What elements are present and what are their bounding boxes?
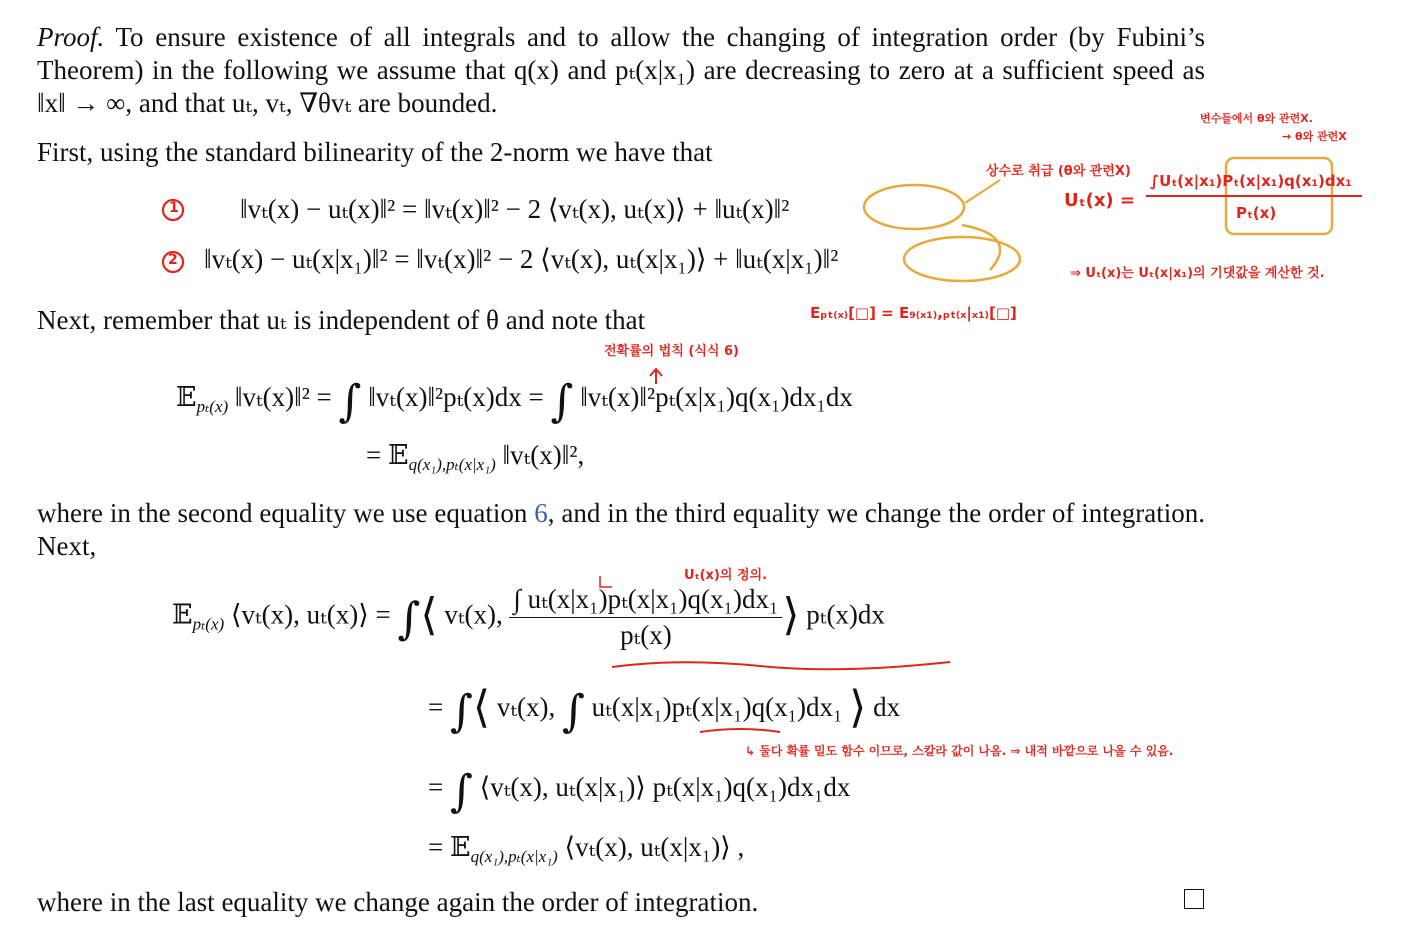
- fraction-numerator: ∫ uₜ(x|x₁)pₜ(x|x₁)q(x₁)dx₁: [509, 584, 782, 618]
- expectation-subscript: q(x₁),pₜ(x|x₁): [470, 847, 558, 866]
- expectation-subscript: pₜ(x): [196, 397, 229, 416]
- paragraph-independence: Next, remember that uₜ is independent of θ and note that: [37, 305, 646, 335]
- handwritten-ut-def-denominator: Pₜ(x): [1236, 204, 1277, 222]
- handwritten-note-definition: Uₜ(x)의 정의.: [684, 568, 768, 583]
- eq4-result: ⟨vₜ(x), uₜ(x|x₁)⟩ ,: [564, 832, 745, 862]
- handwritten-note-top-1: 변수들에서 θ와 관련X.: [1200, 112, 1313, 125]
- integral-symbol: ∫: [397, 593, 421, 645]
- paragraph-text: , and in the third equality we change the order of integration. Next,: [37, 498, 1205, 561]
- paragraph-second-equality: [37, 497, 1205, 563]
- integral-symbol: ∫: [449, 766, 473, 817]
- paragraph-last-equality: where in the last equality we change again the order of integration.: [37, 887, 759, 917]
- handwritten-note-bottom: ↳ 둘다 확률 밀도 함수 이므로, 스칼라 값이 나옴. ⇒ 내적 바깥으로 나올 수 있음.: [745, 744, 1174, 758]
- eq4-lhs: ⟨vₜ(x), uₜ(x)⟩ =: [230, 599, 391, 630]
- eq4-tail: pₜ(x)dx: [806, 599, 885, 630]
- paragraph-text: where in the second equality we use equation: [37, 498, 535, 528]
- wavy-underline: [612, 662, 950, 669]
- handwritten-ut-def-numerator: ∫Uₜ(x|x₁)Pₜ(x|x₁)q(x₁)dx₁: [1150, 172, 1352, 190]
- proof-paragraph: [37, 21, 1205, 120]
- handwritten-digit-2: 2: [168, 252, 178, 268]
- equation-reference-link[interactable]: 6: [534, 498, 548, 528]
- expectation-subscript: pₜ(x): [192, 614, 225, 634]
- highlight-box: [1226, 158, 1332, 234]
- eq3-integral-1: ‖vₜ(x)‖²pₜ(x)dx: [368, 382, 522, 412]
- eq3-result: ‖vₜ(x)‖²,: [502, 440, 585, 470]
- qed-square-icon: [1184, 889, 1204, 909]
- equation-2: ‖vₜ(x) − uₜ(x|x₁)‖² = ‖vₜ(x)‖² − 2 ⟨vₜ(x), uₜ(x|x₁)⟩ + ‖uₜ(x|x₁)‖²: [204, 244, 839, 274]
- eq3-integral-2: ‖vₜ(x)‖²pₜ(x|x₁)q(x₁)dx₁dx: [580, 382, 853, 412]
- expectation-symbol: 𝔼: [387, 440, 409, 470]
- handwritten-note-expectation: ⇒ Uₜ(x)는 Uₜ(x|x₁)의 기댓값을 계산한 것.: [1070, 266, 1325, 281]
- equation-4-line-3: = ∫ ⟨vₜ(x), uₜ(x|x₁)⟩ pₜ(x|x₁)q(x₁)dx₁dx: [428, 766, 851, 817]
- eq4-vt: vₜ(x),: [496, 692, 556, 722]
- handwritten-note-top-2: → θ와 관련X: [1282, 130, 1347, 143]
- handwritten-ut-def-lhs: Uₜ(x) =: [1064, 190, 1136, 211]
- integral-symbol: ∫: [338, 376, 362, 427]
- expectation-symbol: 𝔼: [449, 832, 471, 862]
- expectation-symbol: 𝔼: [172, 599, 193, 630]
- equation-4-line-4: = 𝔼$_{q(x_1),p_t(x|x_1)}$ ⟨vₜ(x), uₜ(x|x₁)⟩ ,: [428, 832, 745, 866]
- handwritten-note-constant: 상수로 취급 (θ와 관련X): [986, 164, 1131, 179]
- arrow-line: [965, 180, 1000, 203]
- fraction-denominator: pₜ(x): [620, 620, 672, 650]
- handwritten-note-E: Eₚₜ₍ₓ₎[□] = E₉₍ₓ₁₎,ₚₜ₍ₓ|ₓ₁₎[□]: [810, 304, 1017, 322]
- eq4-vt: vₜ(x),: [444, 599, 503, 630]
- integral-symbol: ∫: [449, 686, 473, 737]
- proof-label: Proof.: [37, 22, 105, 52]
- highlight-ellipse: [864, 185, 964, 229]
- equation-3-line-2: = 𝔼$_{q(x_1),p_t(x|x_1)}$ ‖vₜ(x)‖²,: [366, 440, 585, 474]
- eq4-inner-integral: uₜ(x|x₁)pₜ(x|x₁)q(x₁)dx₁: [591, 692, 843, 722]
- highlight-ellipse: [904, 237, 1020, 281]
- expectation-symbol: 𝔼: [176, 382, 197, 412]
- eq3-lhs: ‖vₜ(x)‖² =: [234, 382, 332, 412]
- paragraph-bilinearity: First, using the standard bilinearity of the 2-norm we have that: [37, 137, 713, 167]
- equation-3-line-1: [176, 376, 853, 427]
- connector-line: [962, 225, 1000, 270]
- eq4-integrand: ⟨vₜ(x), uₜ(x|x₁)⟩ pₜ(x|x₁)q(x₁)dx₁dx: [479, 772, 851, 802]
- equation-1: ‖vₜ(x) − uₜ(x)‖² = ‖vₜ(x)‖² − 2 ⟨vₜ(x), uₜ(x)⟩ + ‖uₜ(x)‖²: [240, 194, 790, 224]
- expectation-subscript: q(x₁),pₜ(x|x₁): [408, 455, 496, 474]
- handwritten-note-rule: 전확률의 법칙 (식식 6): [604, 344, 739, 359]
- handwritten-digit-1: 1: [169, 200, 179, 216]
- eq4-tail: dx: [873, 692, 901, 722]
- integral-symbol: ∫: [550, 376, 574, 427]
- equation-4-line-1: 𝔼$_{p_t(x)}$ ⟨vₜ(x), uₜ(x)⟩ = ∫⟨ vₜ(x), $\frac{\text{∫ uₜ(x|x₁)pₜ(x|x₁)q(x₁)dx₁}}{\text{pₜ(x)}}$ ⟩ pₜ(x)dx: [172, 584, 885, 650]
- integral-symbol: ∫: [561, 686, 585, 737]
- equation-4-line-2: = ∫⟨ vₜ(x), ∫ uₜ(x|x₁)pₜ(x|x₁)q(x₁)dx₁ ⟩ dx: [428, 682, 901, 737]
- proof-text: To ensure existence of all integrals and to allow the changing of integration order (by Fubini’s Theorem) in the following we assume that q(x) and pₜ(x|x₁) are decreasing to zero at a sufficient speed as ‖x‖ → ∞, and that uₜ, vₜ, ∇θvₜ are bounded.: [37, 22, 1205, 118]
- fraction: [509, 584, 782, 651]
- eq3-equal: =: [528, 382, 544, 412]
